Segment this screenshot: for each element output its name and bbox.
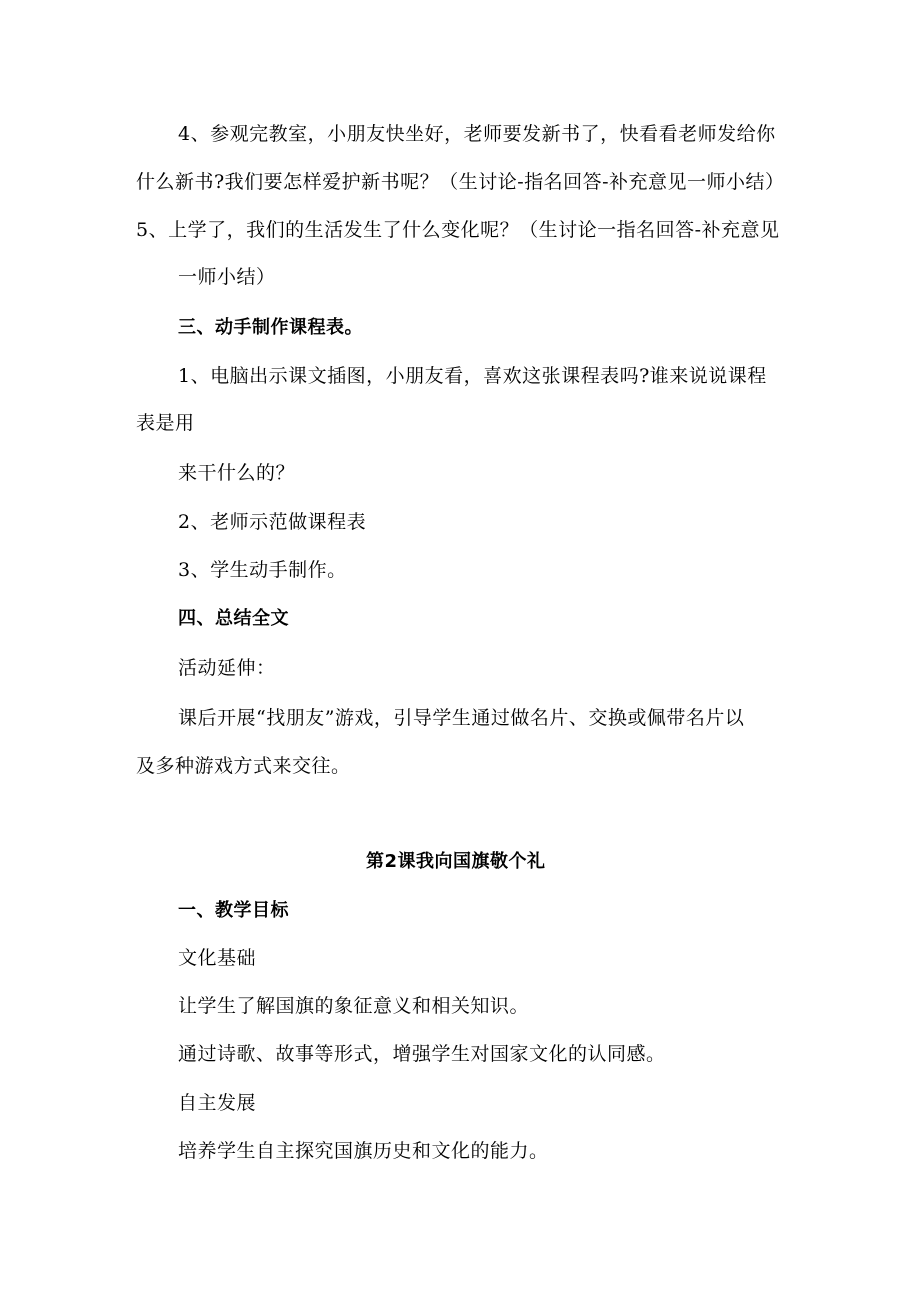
paragraph-line: 一师小结） [178,266,276,288]
paragraph-line: 5、上学了，我们的生活发生了什么变化呢？（生讨论一指名回答-补充意见 [136,219,780,241]
paragraph-line: 什么新书?我们要怎样爱护新书呢？（生讨论-指名回答-补充意见一师小结） [136,171,785,193]
paragraph-line: 及多种游戏方式来交往。 [136,755,351,777]
section-heading: 三、动手制作课程表。 [178,317,363,338]
paragraph-line: 2、老师示范做课程表 [178,511,367,533]
paragraph-line: 自主发展 [178,1092,257,1114]
paragraph-line: 表是用 [136,412,195,434]
section-heading: 四、总结全文 [178,608,289,629]
paragraph-line: 课后开展“找朋友”游戏，引导学生通过做名片、交换或佩带名片以 [178,707,745,729]
paragraph-line: 来干什么的？ [178,462,296,484]
lesson-title: 第2课我向国旗敬个礼 [366,851,546,872]
paragraph-line: 通过诗歌、故事等形式，增强学生对国家文化的认同感。 [178,1043,666,1065]
paragraph-line: 培养学生自主探究国旗历史和文化的能力。 [178,1140,549,1162]
paragraph-line: 4、参观完教室，小朋友快坐好，老师要发新书了，快看看老师发给你 [178,123,776,145]
paragraph-line: 活动延伸： [178,657,276,679]
paragraph-line: 让学生了解国旗的象征意义和相关知识。 [178,995,530,1017]
paragraph-line: 文化基础 [178,947,257,969]
section-heading: 一、教学目标 [178,900,289,921]
paragraph-line: 3、学生动手制作。 [178,559,347,581]
paragraph-line: 1、电脑出示课文插图，小朋友看，喜欢这张课程表吗?谁来说说课程 [178,365,767,387]
